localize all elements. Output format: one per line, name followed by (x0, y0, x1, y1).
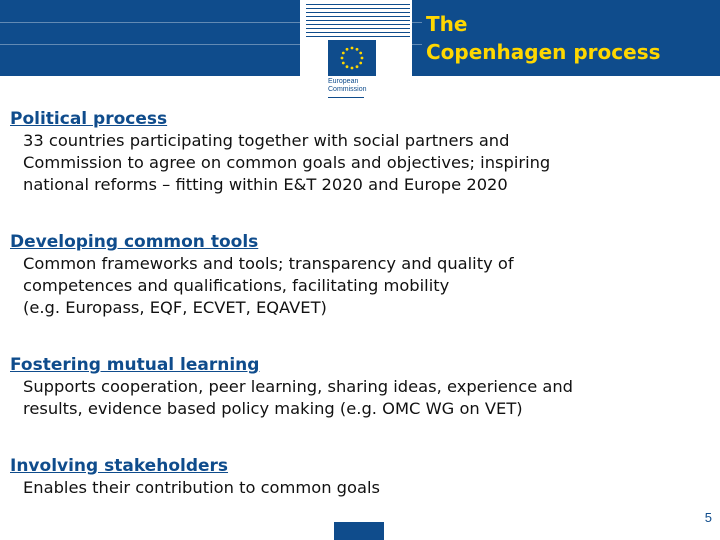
slide-title-line: The (426, 12, 468, 36)
section-body: Enables their contribution to common goals (23, 478, 380, 497)
logo-text-line: Commission (328, 86, 367, 93)
slide-title-line: Copenhagen process (426, 40, 661, 64)
european-commission-logo (300, 0, 412, 104)
section-heading: Political process (10, 109, 168, 129)
section-body: 33 countries participating together with social partners and Commission to agree on common goals and objectives; inspiring national reforms – fitting within E&T 2020 and Europe 2020 (23, 131, 551, 194)
section-developing-common-tools (10, 231, 710, 319)
logo-text-line: European (328, 78, 359, 85)
page-number: 5 (704, 510, 712, 525)
section-fostering-mutual-learning (10, 354, 710, 420)
slide-title (426, 10, 661, 66)
logo-wordmark (328, 78, 367, 94)
section-political-process (10, 108, 710, 196)
section-involving-stakeholders (10, 455, 710, 499)
logo-building-stripes (306, 0, 410, 40)
eu-flag-icon (328, 40, 376, 76)
section-body: Supports cooperation, peer learning, sharing ideas, experience and results, evidence based policy making (e.g. OMC WG on VET) (23, 377, 574, 418)
section-heading: Fostering mutual learning (10, 355, 260, 375)
footer-accent-bar (334, 522, 384, 540)
section-heading: Developing common tools (10, 232, 259, 252)
logo-divider (328, 97, 364, 98)
section-body: Common frameworks and tools; transparency and quality of competences and qualifications, facilitating mobility (e.g. Europass, EQF, ECVET, EQAVET) (23, 254, 514, 317)
section-heading: Involving stakeholders (10, 456, 229, 476)
